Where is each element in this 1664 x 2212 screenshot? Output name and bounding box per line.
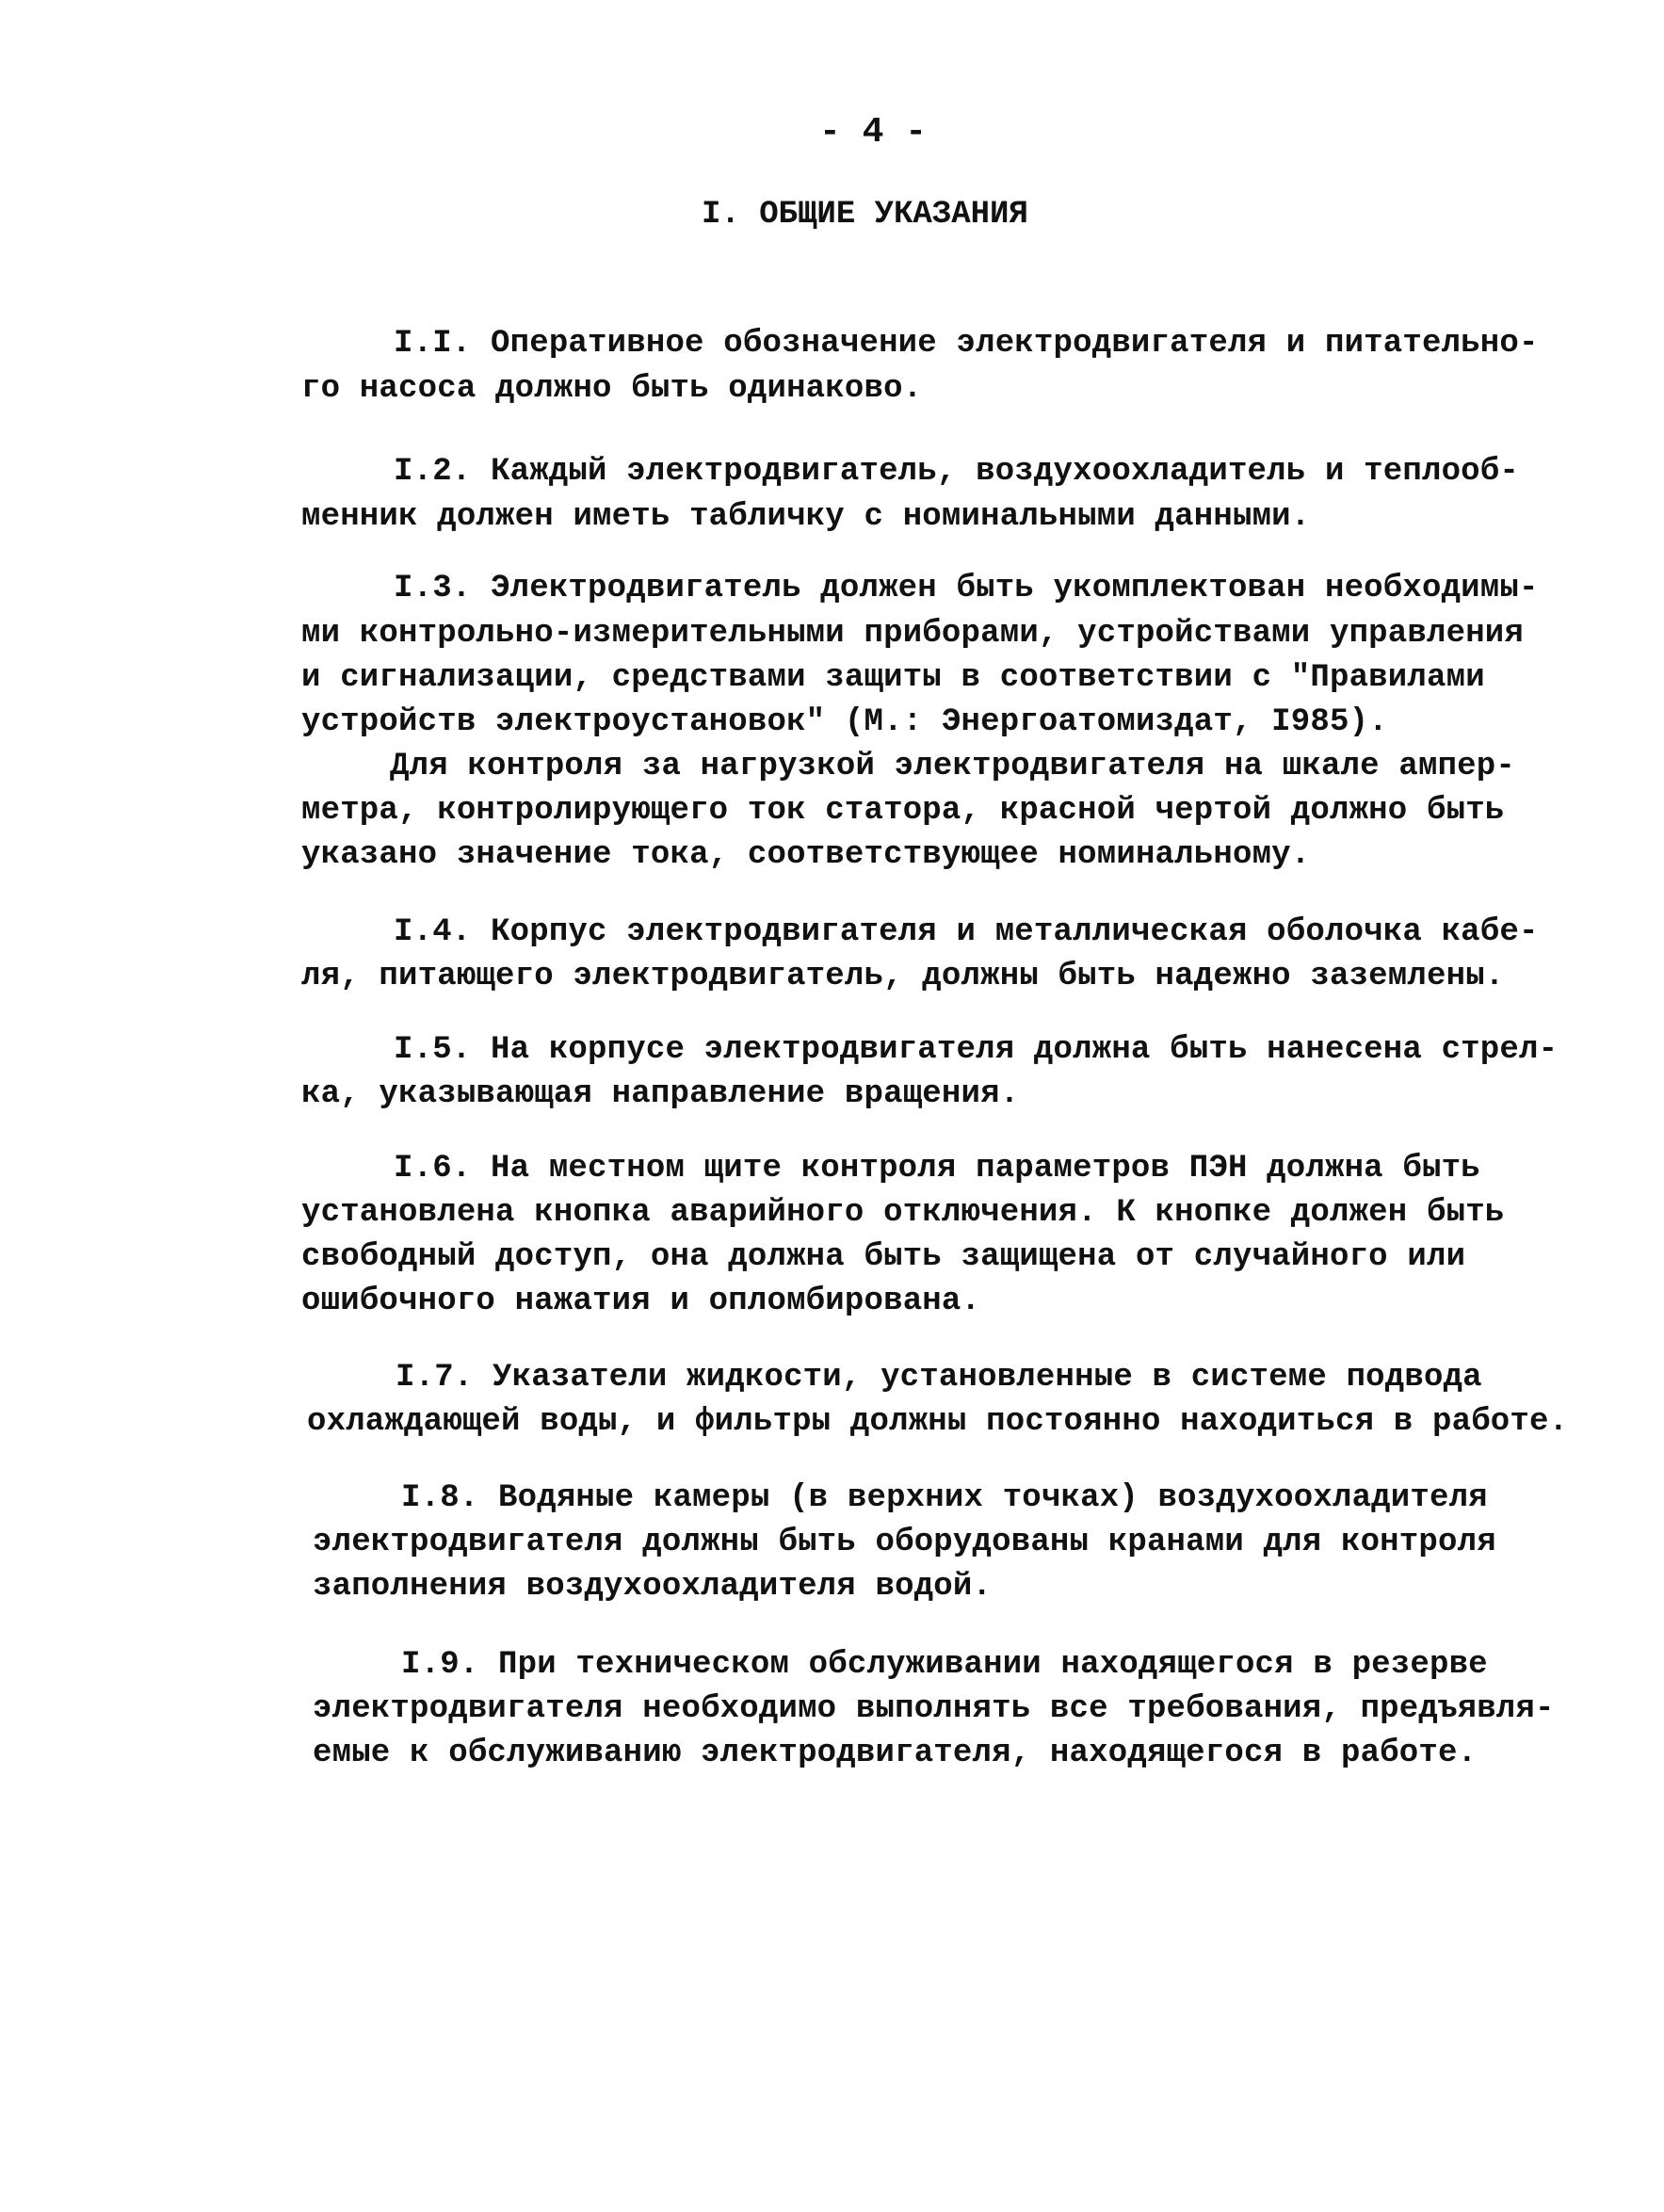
paragraph-7-line-2: установлена кнопка аварийного отключения. К кнопке должен быть bbox=[301, 1195, 1505, 1231]
paragraph-6-line-1: I.5. На корпусе электродвигателя должна быть нанесена стрел- bbox=[394, 1032, 1559, 1068]
paragraph-7-line-1: I.6. На местном щите контроля параметров ПЭН должна быть bbox=[394, 1151, 1480, 1187]
paragraph-9-line-2: электродвигателя должны быть оборудованы кранами для контроля bbox=[313, 1525, 1496, 1560]
paragraph-2-line-2: менник должен иметь табличку с номинальными данными. bbox=[301, 499, 1311, 535]
paragraph-3-line-4: устройств электроустановок" (М.: Энергоатомиздат, I985). bbox=[301, 704, 1388, 740]
paragraph-5-line-2: ля, питающего электродвигатель, должны быть надежно заземлены. bbox=[301, 959, 1505, 994]
paragraph-3-line-3: и сигнализации, средствами защиты в соответствии с "Правилами bbox=[301, 660, 1485, 696]
page-number: - 4 - bbox=[819, 112, 928, 153]
paragraph-8-line-1: I.7. Указатели жидкости, установленные в системе подвода bbox=[396, 1360, 1482, 1396]
paragraph-9-line-3: заполнения воздухоохладителя водой. bbox=[313, 1569, 993, 1605]
paragraph-4-line-2: метра, контролирующего ток статора, красной чертой должно быть bbox=[301, 793, 1505, 829]
paragraph-3-line-2: ми контрольно-измерительными приборами, устройствами управления bbox=[301, 616, 1525, 652]
paragraph-4-line-3: указано значение тока, соответствующее номинальному. bbox=[301, 837, 1311, 873]
paragraph-3-line-1: I.3. Электродвигатель должен быть укомплектован необходимы- bbox=[394, 571, 1539, 606]
paragraph-9-line-1: I.8. Водяные камеры (в верхних точках) воздухоохладителя bbox=[401, 1480, 1488, 1516]
paragraph-4-line-1: Для контроля за нагрузкой электродвигателя на шкале ампер- bbox=[390, 749, 1515, 784]
section-title: I. ОБЩИЕ УКАЗАНИЯ bbox=[702, 197, 1028, 233]
paragraph-1-line-1: I.I. Оперативное обозначение электродвигателя и питательно- bbox=[394, 326, 1539, 362]
paragraph-2-line-1: I.2. Каждый электродвигатель, воздухоохладитель и теплооб- bbox=[394, 454, 1519, 490]
paragraph-8-line-2: охлаждающей воды, и фильтры должны постоянно находиться в работе. bbox=[307, 1404, 1569, 1440]
paragraph-7-line-4: ошибочного нажатия и опломбирована. bbox=[301, 1284, 981, 1319]
paragraph-10-line-1: I.9. При техническом обслуживании находящегося в резерве bbox=[401, 1647, 1488, 1683]
paragraph-5-line-1: I.4. Корпус электродвигателя и металлическая оболочка кабе- bbox=[394, 914, 1539, 950]
paragraph-7-line-3: свободный доступ, она должна быть защищена от случайного или bbox=[301, 1239, 1466, 1275]
paragraph-10-line-3: емые к обслуживанию электродвигателя, находящегося в работе. bbox=[313, 1736, 1478, 1771]
paragraph-10-line-2: электродвигателя необходимо выполнять все требования, предъявля- bbox=[313, 1691, 1555, 1727]
paragraph-6-line-2: ка, указывающая направление вращения. bbox=[301, 1076, 1020, 1112]
paragraph-1-line-2: го насоса должно быть одинаково. bbox=[301, 371, 923, 407]
